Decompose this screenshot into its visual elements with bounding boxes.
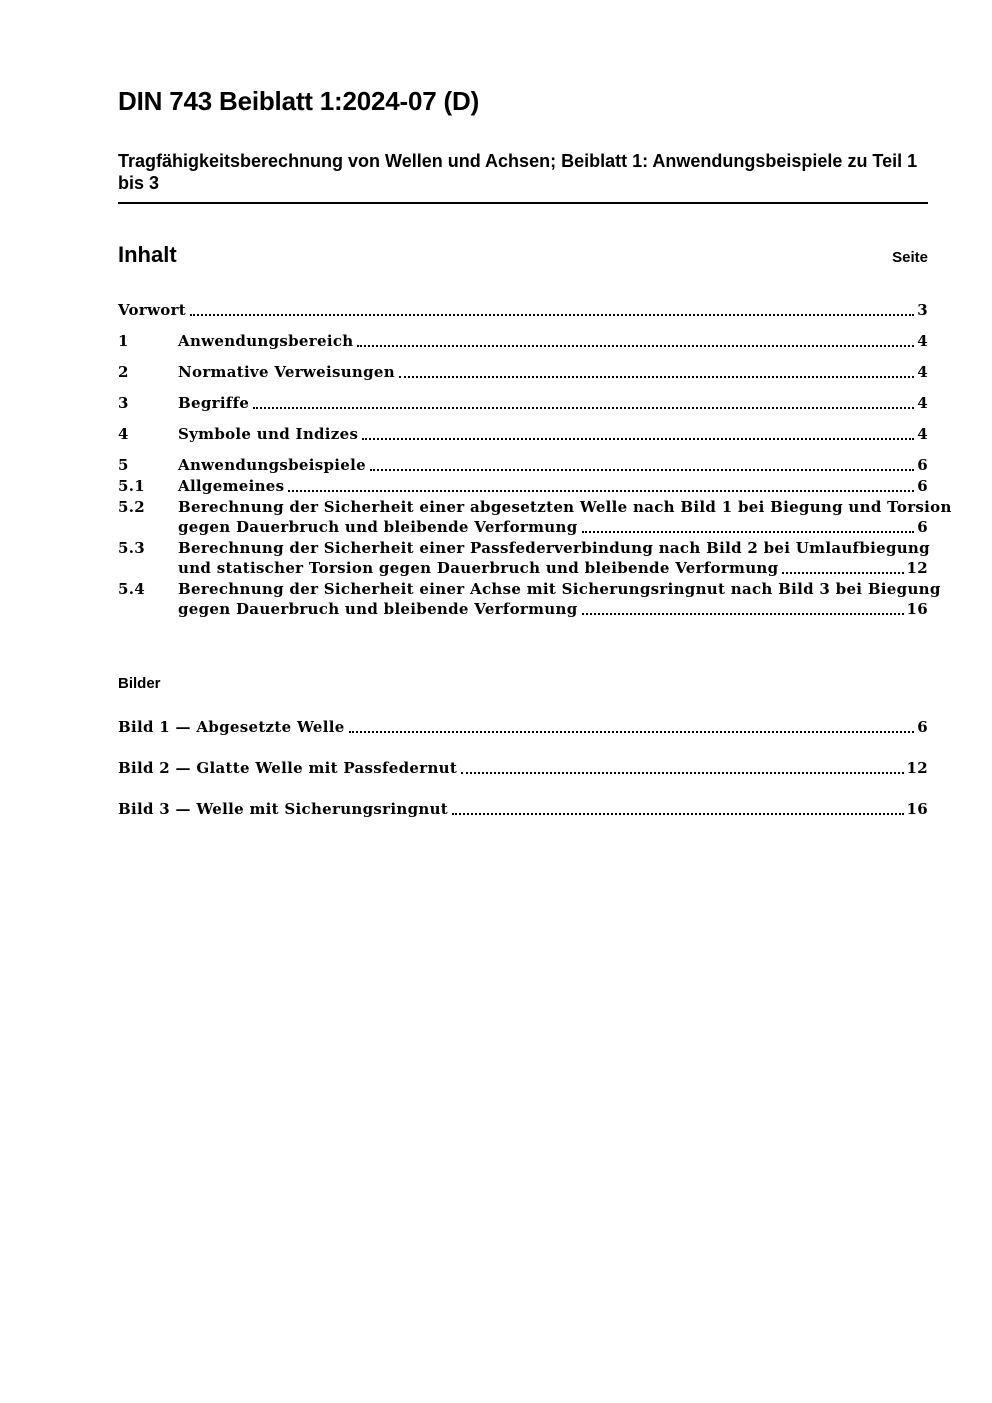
toc-entry-title: Allgemeines [178,477,285,495]
toc-entry-title: Vorwort [118,301,187,319]
toc-entry-number: 5.1 [118,477,145,495]
toc-entry-line [118,331,928,351]
toc-row [118,497,952,537]
dot-leader [582,613,904,615]
toc-entry-line [118,538,928,558]
toc-row [118,331,928,351]
page-content [118,0,952,840]
toc-entry-number: 1 [118,332,129,350]
toc-entry-line [118,362,928,382]
dot-leader [370,469,914,471]
toc-entry-title: Normative Verweisungen [178,363,395,381]
figure-row [118,799,928,819]
toc-entry-title: Anwendungsbeispiele [178,456,366,474]
toc-row [118,424,928,444]
dot-leader [452,813,904,815]
toc-entry-number: 2 [118,363,129,381]
toc-row [118,476,928,496]
page-number: 16 [906,800,928,818]
toc-entry-number: 3 [118,394,129,412]
toc-entry-title: Berechnung der Sicherheit einer Passfederverbindung nach Bild 2 bei Umlaufbiegung [178,539,930,557]
page-number: 12 [906,559,928,577]
page-number: 4 [917,332,928,350]
page-number: 16 [906,600,928,618]
toc-entry-title-continued: gegen Dauerbruch und bleibende Verformung [178,518,578,536]
page-number: 6 [917,456,928,474]
toc-entry-number: 5.2 [118,498,145,516]
toc-header-row [118,242,928,268]
page-column-label: Seite [892,249,928,266]
toc-entry-title: Berechnung der Sicherheit einer Achse mit Sicherungsringnut nach Bild 3 bei Biegung [178,580,941,598]
document-title: DIN 743 Beiblatt 1:2024-07 (D) [118,86,480,116]
figures-heading: Bilder [118,675,161,692]
page-number: 6 [917,477,928,495]
toc-entry-number: 5.3 [118,539,145,557]
figure-row [118,758,928,778]
figure-row [118,717,928,737]
dot-leader [362,438,914,440]
toc-row [118,300,928,320]
toc-entry-number: 5 [118,456,129,474]
dot-leader [461,772,903,774]
dot-leader [357,345,914,347]
figure-title: Bild 1 — Abgesetzte Welle [118,718,345,736]
toc-row [118,393,928,413]
toc-entry-number: 5.4 [118,580,145,598]
toc-entry-number: 4 [118,425,129,443]
dot-leader [349,731,915,733]
toc-row [118,538,928,578]
page-number: 12 [906,759,928,777]
dot-leader [190,314,914,316]
toc-row [118,455,928,475]
dot-leader [288,490,914,492]
toc-entry-title: Begriffe [178,394,250,412]
toc-continuation-line [118,517,928,537]
page-number: 6 [917,518,928,536]
toc-row [118,362,928,382]
toc-entry-title-continued: gegen Dauerbruch und bleibende Verformung [178,600,578,618]
page-number: 4 [917,394,928,412]
toc-entry-line [118,579,941,599]
toc-entry-title: Anwendungsbereich [178,332,354,350]
toc-heading: Inhalt [118,242,177,267]
toc-continuation-line [118,599,928,619]
toc-entry-line [118,300,928,320]
figure-title: Bild 3 — Welle mit Sicherungsringnut [118,800,449,818]
toc-entry-line [118,455,928,475]
toc-entry-line [118,393,928,413]
toc-entry-line [118,424,928,444]
dot-leader [253,407,914,409]
toc-entry-title: Symbole und Indizes [178,425,359,443]
page-number: 6 [917,718,928,736]
toc-continuation-line [118,558,928,578]
page-number: 4 [917,425,928,443]
toc-entry-title: Berechnung der Sicherheit einer abgesetzten Welle nach Bild 1 bei Biegung und Torsion [178,498,952,516]
page-number: 4 [917,363,928,381]
title-rule [118,202,928,204]
page-number: 3 [917,301,928,319]
toc-entry-title-continued: und statischer Torsion gegen Dauerbruch und bleibende Verformung [178,559,779,577]
dot-leader [582,531,915,533]
dot-leader [782,572,903,574]
toc-row [118,579,941,619]
toc-entry-line [118,497,952,517]
figure-title: Bild 2 — Glatte Welle mit Passfedernut [118,759,458,777]
toc-entry-line [118,476,928,496]
toc-list [118,300,952,619]
document-subtitle: Tragfähigkeitsberechnung von Wellen und Achsen; Beiblatt 1: Anwendungsbeispiele zu Teil 1 bis 3 [118,151,918,193]
figures-list [118,717,928,819]
dot-leader [399,376,914,378]
